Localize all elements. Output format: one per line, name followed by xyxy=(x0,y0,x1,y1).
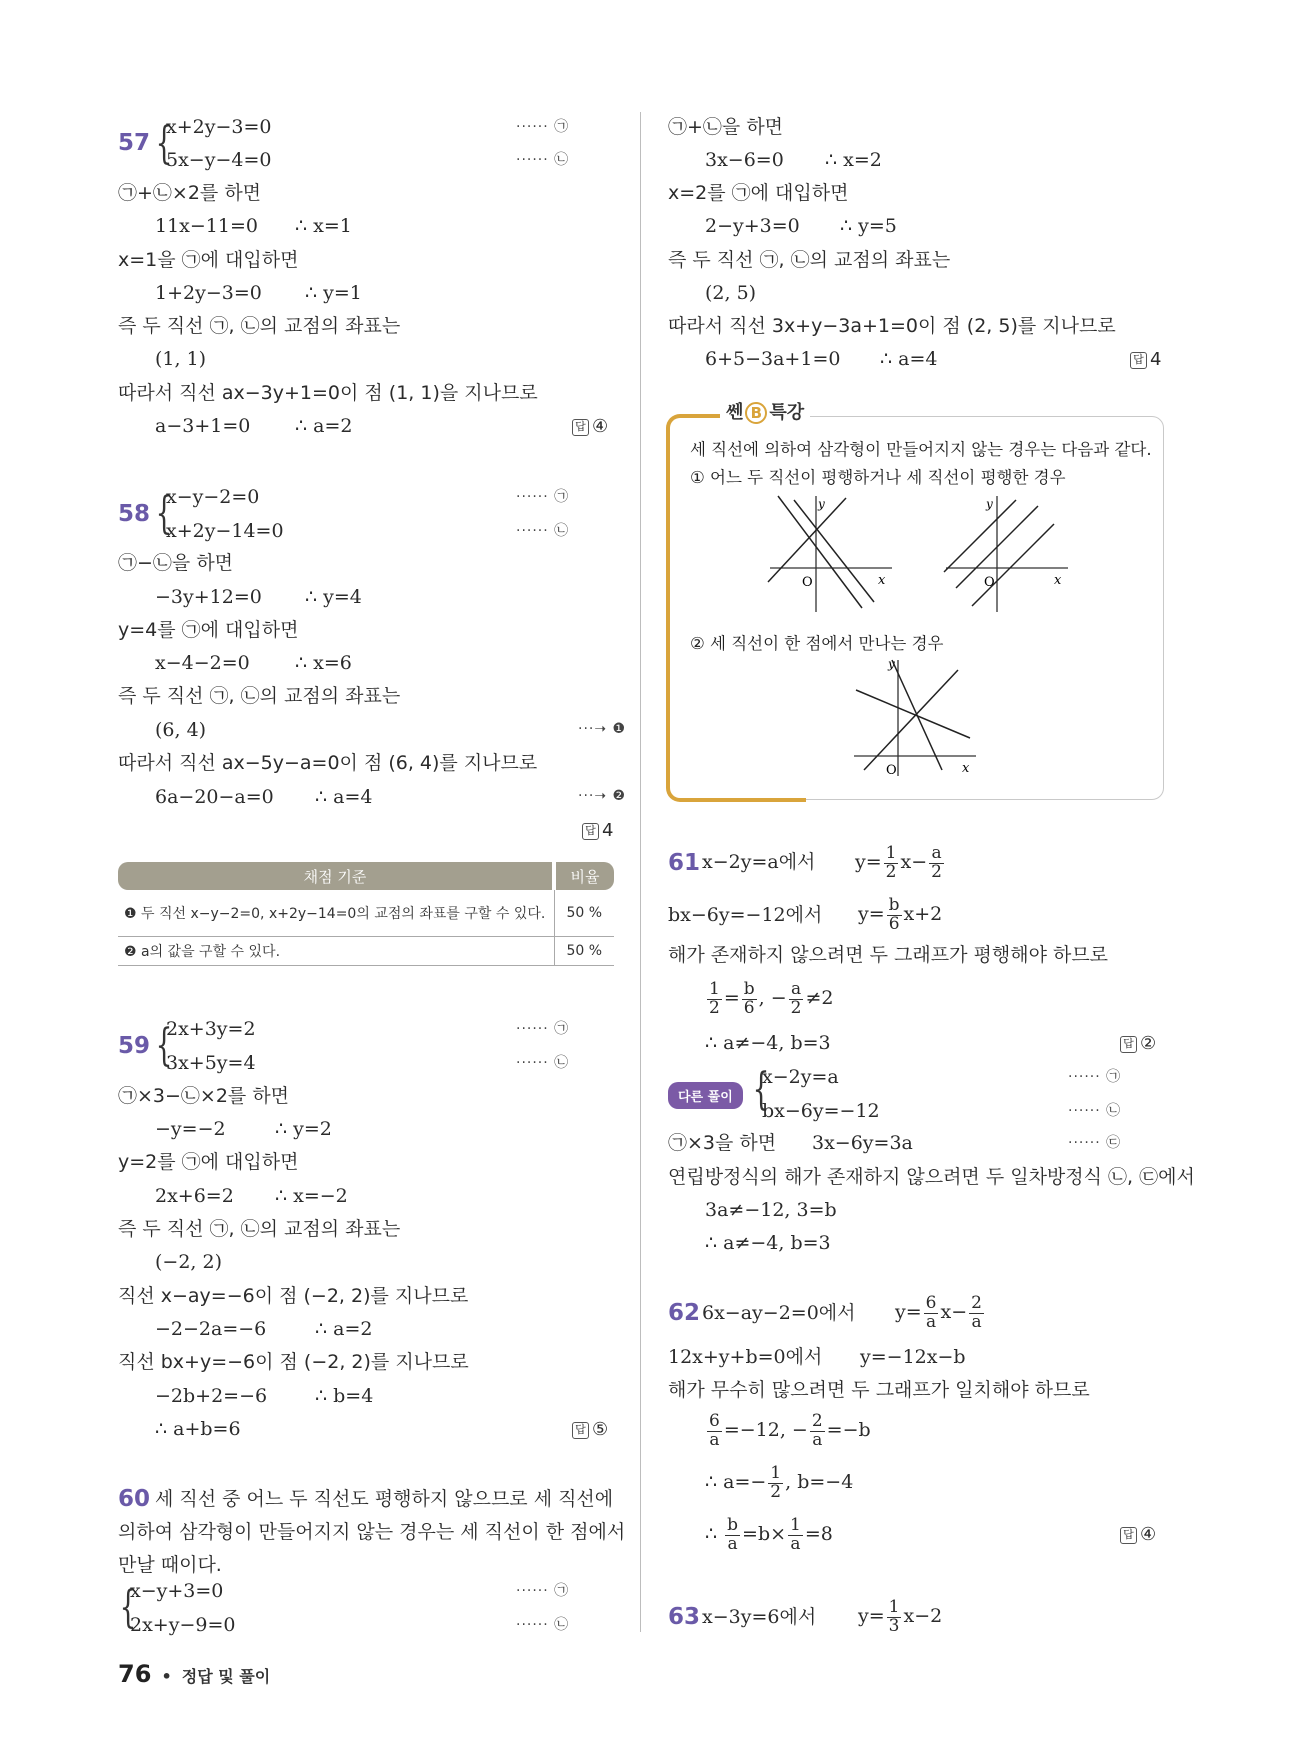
line-l1 xyxy=(944,500,1016,572)
math-text: y= xyxy=(858,903,885,925)
alternate-solution-badge: 다른 풀이 xyxy=(668,1082,743,1109)
table-header: 비율 xyxy=(554,862,614,890)
problem-number: 63 xyxy=(668,1604,701,1630)
solution-line: (−2, 2) xyxy=(155,1251,223,1273)
brace: { xyxy=(155,1020,173,1071)
axis-label: x xyxy=(1054,573,1062,588)
numerator: 2 xyxy=(971,1292,982,1313)
numerator: 2 xyxy=(811,1410,823,1431)
graph-three-parallel xyxy=(942,492,1072,616)
problem-number: 57 xyxy=(118,130,151,156)
answer xyxy=(572,416,608,437)
math-text: , − xyxy=(758,987,787,1009)
solution-line: ∴ x=−2 xyxy=(275,1185,348,1207)
answer-label: 답 xyxy=(1120,1527,1137,1544)
solution-line: (1, 1) xyxy=(155,348,207,370)
math-text: ≠2 xyxy=(805,987,834,1009)
line-l1 xyxy=(768,498,846,582)
line-l3 xyxy=(864,670,958,770)
origin-label: O xyxy=(886,763,897,778)
equation-marker: ······ ㉡ xyxy=(516,523,570,539)
denominator: 2 xyxy=(931,861,942,882)
solution-line: 따라서 직선 ax−5y−a=0이 점 (6, 4)를 지나므로 xyxy=(118,752,538,774)
answer-value: 4 xyxy=(1150,349,1162,370)
solution-line: x=2를 ㉠에 대입하면 xyxy=(668,182,849,204)
equation: 2x+y−9=0 xyxy=(130,1614,236,1636)
step-marker: ···➝ ❷ xyxy=(578,788,627,804)
solution-line: 3x−6=0 xyxy=(705,149,784,171)
solution-line: 연립방정식의 해가 존재하지 않으려면 두 일차방정식 ㉡, ㉢에서 xyxy=(668,1166,1195,1188)
brace: { xyxy=(155,118,173,169)
line-l1 xyxy=(856,690,970,738)
step-marker: ···➝ ❶ xyxy=(578,721,627,737)
solution-line: ㉠+㉡을 하면 xyxy=(668,116,784,138)
numerator: 1 xyxy=(709,978,720,999)
problem-number: 60 xyxy=(118,1486,151,1512)
solution-line: y=2를 ㉠에 대입하면 xyxy=(118,1151,299,1173)
tip-title-text: 특강 xyxy=(769,402,805,423)
denominator: a xyxy=(926,1311,937,1332)
axis-label: x xyxy=(962,761,970,776)
solution-line: (2, 5) xyxy=(705,282,757,304)
solution-line: 해가 무수히 많으려면 두 그래프가 일치해야 하므로 xyxy=(668,1379,1090,1401)
numerator: 6 xyxy=(925,1292,937,1313)
solution-line: 12x+y+b=0에서 xyxy=(668,1346,823,1368)
graph-two-parallel xyxy=(766,492,896,616)
origin-label: O xyxy=(984,575,995,590)
equation-marker: ······ ㉠ xyxy=(516,489,570,505)
numerator: a xyxy=(929,845,944,864)
solution-line: 3x−6y=3a xyxy=(812,1132,913,1154)
solution-line: y=4를 ㉠에 대입하면 xyxy=(118,619,299,641)
fraction xyxy=(969,1292,984,1332)
line-l3 xyxy=(778,496,862,608)
solution-line: 6+5−3a+1=0 xyxy=(705,348,841,370)
denominator: a xyxy=(812,1429,823,1450)
math-text: =−b xyxy=(826,1419,871,1441)
math-text: x+2 xyxy=(903,903,943,925)
answer-label: 답 xyxy=(572,1422,589,1439)
problem-text: 세 직선 중 어느 두 직선도 평행하지 않으므로 세 직선에 xyxy=(155,1488,614,1510)
axis-label: y xyxy=(986,497,993,511)
fraction xyxy=(768,1462,783,1502)
fraction xyxy=(789,978,804,1018)
solution-line xyxy=(705,1410,871,1450)
tip-text: ① 어느 두 직선이 평행하거나 세 직선이 평행한 경우 xyxy=(690,468,1066,487)
scoring-table xyxy=(118,862,614,966)
solution-line: −y=−2 xyxy=(155,1118,226,1140)
solution-line xyxy=(858,894,942,934)
answer xyxy=(572,1419,608,1440)
numerator: b xyxy=(888,894,900,915)
solution-line: bx−6y=−12에서 xyxy=(668,904,823,926)
solution-line: −2b+2=−6 xyxy=(155,1385,268,1407)
solution-line: ∴ a+b=6 xyxy=(155,1418,241,1440)
solution-line: 해가 존재하지 않으려면 두 그래프가 평행해야 하므로 xyxy=(668,944,1109,966)
solution-line: −2−2a=−6 xyxy=(155,1318,267,1340)
table-cell: ❶ 두 직선 x−y−2=0, x+2y−14=0의 교점의 좌표를 구할 수 있다. xyxy=(118,890,554,936)
solution-line: ∴ x=2 xyxy=(825,149,882,171)
answer xyxy=(582,820,613,841)
math-text: =b× xyxy=(742,1523,787,1545)
solution-line: 즉 두 직선 ㉠, ㉡의 교점의 좌표는 xyxy=(118,685,401,707)
solution-line: 6a−20−a=0 xyxy=(155,786,274,808)
solution-line: 즉 두 직선 ㉠, ㉡의 교점의 좌표는 xyxy=(668,249,951,271)
axis-label: y xyxy=(888,657,895,671)
solution-line: ∴ a=2 xyxy=(295,415,353,437)
tip-text: 세 직선에 의하여 삼각형이 만들어지지 않는 경우는 다음과 같다. xyxy=(690,440,1152,459)
brace: { xyxy=(752,1064,770,1115)
fraction xyxy=(725,1514,740,1554)
equation-marker: ······ ㉡ xyxy=(516,152,570,168)
equation-marker: ······ ㉡ xyxy=(516,1617,570,1633)
solution-line: ∴ x=1 xyxy=(295,215,352,237)
answer-label: 답 xyxy=(1130,352,1147,369)
solution-line: ∴ a≠−4, b=3 xyxy=(705,1232,831,1254)
line-l2 xyxy=(892,660,942,770)
fraction xyxy=(884,842,899,882)
fraction xyxy=(887,894,902,934)
solution-line xyxy=(895,1292,986,1332)
answer-label: 답 xyxy=(1120,1036,1137,1053)
math-text: x− xyxy=(900,851,928,873)
equation-marker: ······ ㉠ xyxy=(516,119,570,135)
solution-line: ∴ b=4 xyxy=(315,1385,374,1407)
denominator: a xyxy=(727,1533,738,1554)
answer xyxy=(1120,1524,1156,1545)
solution-line: ㉠×3을 하면 xyxy=(668,1132,777,1154)
equation: x−2y=a xyxy=(762,1066,839,1088)
problem-number: 59 xyxy=(118,1033,151,1059)
answer-label: 답 xyxy=(582,823,599,840)
solution-line: x−3y=6에서 xyxy=(702,1606,817,1628)
denominator: 6 xyxy=(743,997,755,1018)
math-text: =8 xyxy=(804,1523,833,1545)
denominator: 2 xyxy=(770,1481,782,1502)
solution-line: ∴ a=4 xyxy=(315,786,373,808)
math-text: y= xyxy=(855,851,882,873)
tip-text: ② 세 직선이 한 점에서 만나는 경우 xyxy=(690,634,944,653)
solution-line xyxy=(705,1514,833,1554)
numerator: 1 xyxy=(888,1596,900,1617)
axis-label: x xyxy=(878,573,886,588)
answer xyxy=(1120,1033,1156,1054)
solution-line: ∴ y=2 xyxy=(275,1118,332,1140)
solution-line: ∴ y=5 xyxy=(840,215,897,237)
solution-line: x−2y=a에서 xyxy=(702,851,816,873)
page-footer xyxy=(118,1660,270,1688)
solution-line: 1+2y−3=0 xyxy=(155,282,262,304)
footer-dot: • xyxy=(161,1667,172,1686)
solution-line: 3a≠−12, 3=b xyxy=(705,1199,837,1221)
solution-line: ㉠−㉡을 하면 xyxy=(118,552,234,574)
solution-line: 직선 x−ay=−6이 점 (−2, 2)를 지나므로 xyxy=(118,1285,469,1307)
solution-line: 6x−ay−2=0에서 xyxy=(702,1302,856,1324)
math-text: ∴ a=− xyxy=(705,1471,767,1493)
solution-line xyxy=(858,1596,942,1636)
solution-line: 11x−11=0 xyxy=(155,215,258,237)
brace: { xyxy=(155,488,173,539)
graph-concurrent xyxy=(850,656,980,780)
problem-text: 의하여 삼각형이 만들어지지 않는 경우는 세 직선이 한 점에서 xyxy=(118,1521,626,1543)
problem-number: 62 xyxy=(668,1300,701,1326)
solution-line xyxy=(855,842,946,882)
equation-marker: ······ ㉠ xyxy=(516,1583,570,1599)
answer-value: 4 xyxy=(602,820,614,841)
numerator: 1 xyxy=(885,842,897,863)
solution-line: 직선 bx+y=−6이 점 (−2, 2)를 지나므로 xyxy=(118,1351,469,1373)
page-number: 76 xyxy=(118,1660,152,1688)
solution-line: a−3+1=0 xyxy=(155,415,251,437)
solution-line: (6, 4) xyxy=(155,719,207,741)
axis-label: y xyxy=(818,497,825,511)
solution-line: 2−y+3=0 xyxy=(705,215,800,237)
solution-line: 즉 두 직선 ㉠, ㉡의 교점의 좌표는 xyxy=(118,1218,401,1240)
denominator: 6 xyxy=(888,913,900,934)
fraction xyxy=(707,978,722,1018)
fraction xyxy=(707,1410,722,1450)
numerator: b xyxy=(743,978,755,999)
solution-line: 2x+6=2 xyxy=(155,1185,234,1207)
equation-marker: ······ ㉢ xyxy=(1068,1135,1122,1151)
equation-marker: ······ ㉡ xyxy=(516,1055,570,1071)
denominator: 2 xyxy=(709,997,720,1018)
numerator: a xyxy=(789,981,804,1000)
denominator: 2 xyxy=(790,997,802,1018)
origin-label: O xyxy=(802,575,813,590)
answer-value: ② xyxy=(1140,1033,1157,1054)
column-divider xyxy=(640,112,641,1632)
numerator: 1 xyxy=(790,1514,801,1535)
problem-number: 58 xyxy=(118,501,151,527)
fraction xyxy=(810,1410,825,1450)
equation: x−y+3=0 xyxy=(130,1580,224,1602)
solution-line: 따라서 직선 3x+y−3a+1=0이 점 (2, 5)를 지나므로 xyxy=(668,315,1116,337)
solution-line: 따라서 직선 ax−3y+1=0이 점 (1, 1)을 지나므로 xyxy=(118,382,538,404)
answer-value: ⑤ xyxy=(592,1419,609,1440)
solution-line: ∴ x=6 xyxy=(295,652,352,674)
fraction xyxy=(887,1596,902,1636)
problem-text: 만날 때이다. xyxy=(118,1554,222,1576)
math-text: y= xyxy=(858,1605,885,1627)
numerator: b xyxy=(727,1514,739,1535)
math-text: = xyxy=(723,987,740,1009)
equation: x+2y−14=0 xyxy=(166,520,284,542)
equation: 2x+3y=2 xyxy=(166,1018,256,1040)
table-cell: 50 % xyxy=(554,890,614,936)
solution-line: ∴ a=4 xyxy=(880,348,938,370)
fraction xyxy=(788,1514,803,1554)
answer-value: ④ xyxy=(1140,1524,1157,1545)
table-cell: ❷ a의 값을 구할 수 있다. xyxy=(118,936,554,965)
fraction xyxy=(924,1292,939,1332)
math-text: ∴ xyxy=(705,1523,724,1545)
math-text: x−2 xyxy=(903,1605,943,1627)
math-text: x− xyxy=(940,1301,968,1323)
answer-value: ④ xyxy=(592,416,609,437)
denominator: a xyxy=(790,1533,801,1554)
solution-line: ∴ y=1 xyxy=(305,282,362,304)
line-l3 xyxy=(972,524,1054,606)
denominator: 2 xyxy=(885,861,897,882)
solution-line: ∴ a=2 xyxy=(315,1318,373,1340)
math-text: , b=−4 xyxy=(785,1471,854,1493)
numerator: 6 xyxy=(709,1410,720,1431)
solution-line: x−4−2=0 xyxy=(155,652,250,674)
solution-line xyxy=(705,978,833,1018)
equation: 3x+5y=4 xyxy=(166,1052,256,1074)
footer-label: 정답 및 풀이 xyxy=(181,1667,271,1686)
table-header: 채점 기준 xyxy=(118,862,554,890)
table-cell: 50 % xyxy=(554,936,614,965)
solution-line: ∴ a≠−4, b=3 xyxy=(705,1032,831,1054)
solution-line: ㉠+㉡×2를 하면 xyxy=(118,182,262,204)
equation: x+2y−3=0 xyxy=(166,116,272,138)
denominator: a xyxy=(971,1311,982,1332)
equation-marker: ······ ㉡ xyxy=(1068,1103,1122,1119)
fraction xyxy=(742,978,757,1018)
math-text: y= xyxy=(895,1301,922,1323)
solution-line: x=1을 ㉠에 대입하면 xyxy=(118,249,299,271)
equation: bx−6y=−12 xyxy=(762,1100,880,1122)
answer xyxy=(1130,349,1161,370)
tip-title xyxy=(720,398,810,424)
problem-number: 61 xyxy=(668,850,701,876)
solution-line xyxy=(705,1462,853,1502)
denominator: a xyxy=(709,1429,720,1450)
tip-title-text: 쎈 xyxy=(726,402,744,423)
math-text: =−12, − xyxy=(723,1419,808,1441)
tip-title-badge: B xyxy=(745,402,767,424)
equation: 5x−y−4=0 xyxy=(166,149,272,171)
solution-line: ∴ y=4 xyxy=(305,586,362,608)
denominator: 3 xyxy=(888,1615,900,1636)
brace: { xyxy=(119,1582,137,1633)
equation-marker: ······ ㉠ xyxy=(516,1021,570,1037)
answer-label: 답 xyxy=(572,419,589,436)
solution-line: ㉠×3−㉡×2를 하면 xyxy=(118,1085,290,1107)
equation: x−y−2=0 xyxy=(166,486,260,508)
solution-line: y=−12x−b xyxy=(860,1346,966,1368)
equation-marker: ······ ㉠ xyxy=(1068,1069,1122,1085)
numerator: 1 xyxy=(770,1462,782,1483)
solution-line: −3y+12=0 xyxy=(155,586,262,608)
solution-line: 즉 두 직선 ㉠, ㉡의 교점의 좌표는 xyxy=(118,315,401,337)
fraction xyxy=(929,842,944,882)
